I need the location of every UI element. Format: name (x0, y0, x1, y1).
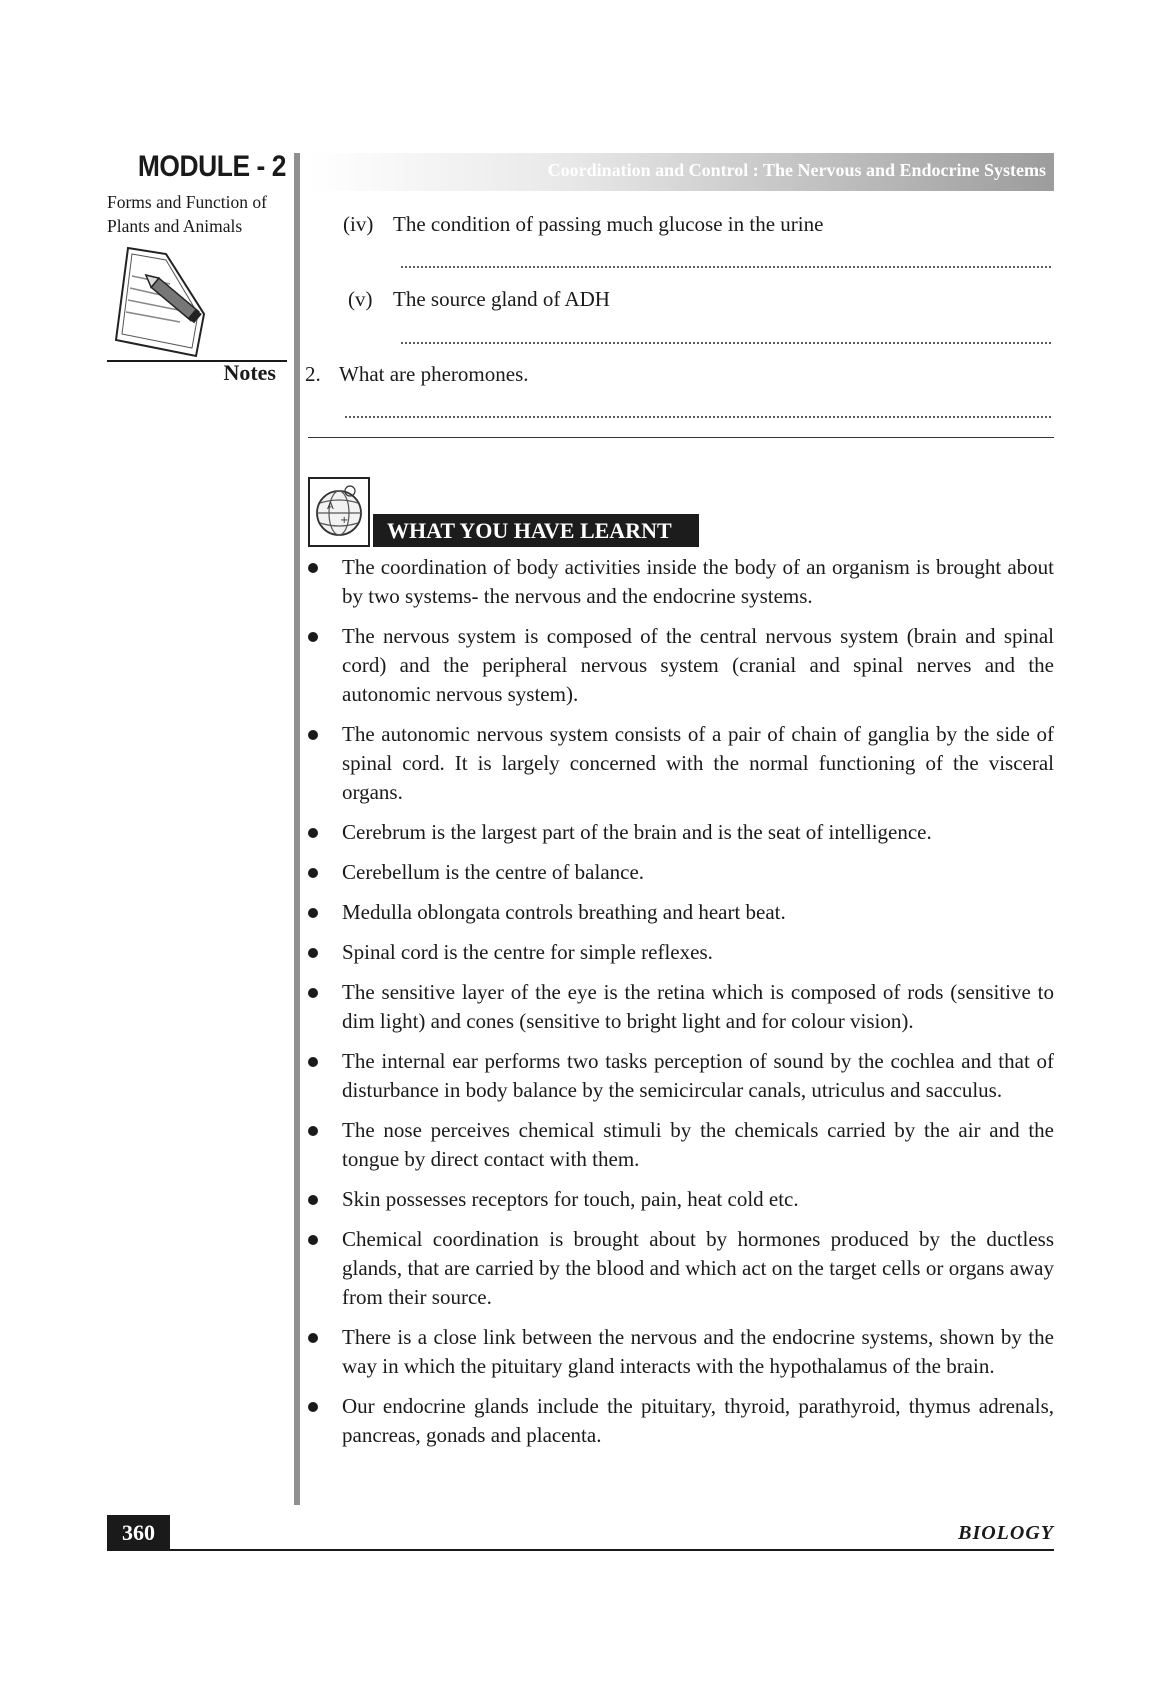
footer-rule (107, 1549, 1054, 1551)
bullet-icon (308, 1057, 318, 1067)
svg-text:+: + (340, 515, 349, 526)
question-2-text: What are pheromones. (339, 362, 529, 386)
list-item-text: The nose perceives chemical stimuli by the chemicals carried by the air and the tongue by direct contact with them. (342, 1118, 1054, 1171)
module-title: MODULE - 2 (137, 150, 286, 183)
module-subtitle-line1: Forms and Function of (107, 192, 267, 212)
list-item-text: Chemical coordination is brought about by hormones produced by the ductless glands, that are carried by the blood and which act on the target cells or organs away from their source. (342, 1227, 1054, 1309)
bullet-icon (308, 1235, 318, 1245)
list-item (308, 938, 1054, 967)
list-item-text: Cerebrum is the largest part of the brain and is the seat of intelligence. (342, 820, 932, 844)
bullet-icon (308, 988, 318, 998)
list-item (308, 1323, 1054, 1381)
bullet-icon (308, 868, 318, 878)
answer-line-iv (400, 266, 1052, 268)
svg-text:A: A (327, 501, 334, 512)
chapter-header (308, 153, 1054, 191)
list-item (308, 1392, 1054, 1450)
bullet-icon (308, 1333, 318, 1343)
bullet-icon (308, 1195, 318, 1205)
question-v-number: (v) (348, 287, 373, 311)
footer-subject: BIOLOGY (958, 1522, 1054, 1544)
list-item-text: Spinal cord is the centre for simple reflexes. (342, 940, 713, 964)
list-item (308, 1116, 1054, 1174)
bullet-icon (308, 828, 318, 838)
list-item-text: There is a close link between the nervous and the endocrine systems, shown by the way in which the pituitary gland interacts with the hypothalamus of the brain. (342, 1325, 1054, 1378)
bullet-icon (308, 908, 318, 918)
list-item-text: The nervous system is composed of the central nervous system (brain and spinal cord) and the peripheral nervous system (cranial and spinal nerves and the autonomic nervous system). (342, 624, 1054, 706)
chapter-title: Coordination and Control : The Nervous and Endocrine Systems (547, 160, 1046, 180)
bullet-icon (308, 1402, 318, 1412)
list-item (308, 1047, 1054, 1105)
list-item-text: Cerebellum is the centre of balance. (342, 860, 645, 884)
section-divider (308, 437, 1054, 438)
list-item (308, 818, 1054, 847)
module-subtitle-line2: Plants and Animals (107, 216, 243, 236)
list-item-text: The autonomic nervous system consists of a pair of chain of ganglia by the side of spinal cord. It is largely concerned with the normal functioning of the visceral organs. (342, 722, 1054, 804)
bullet-icon (308, 730, 318, 740)
bullet-icon (308, 563, 318, 573)
list-item-text: Our endocrine glands include the pituitary, thyroid, parathyroid, thymus adrenals, pancreas, gonads and placenta. (342, 1394, 1054, 1447)
question-iv-number: (iv) (343, 212, 374, 236)
bullet-icon (308, 1126, 318, 1136)
answer-line-v (400, 342, 1052, 344)
list-item-text: Medulla oblongata controls breathing and heart beat. (342, 900, 786, 924)
list-item-text: Skin possesses receptors for touch, pain, heat cold etc. (342, 1187, 799, 1211)
list-item (308, 898, 1054, 927)
margin-bar (294, 153, 300, 1505)
list-item (308, 1185, 1054, 1214)
list-item (308, 1225, 1054, 1312)
question-iv-text: The condition of passing much glucose in the urine (393, 212, 824, 236)
list-item (308, 553, 1054, 611)
section-title: WHAT YOU HAVE LEARNT (373, 514, 699, 547)
question-v-text: The source gland of ADH (393, 287, 610, 311)
page-number: 360 (107, 1515, 170, 1551)
question-2-number: 2. (305, 362, 321, 386)
list-item-text: The sensitive layer of the eye is the retina which is composed of rods (sensitive to dim light) and cones (sensitive to bright light and for colour vision). (342, 980, 1054, 1033)
list-item-text: The internal ear performs two tasks perception of sound by the cochlea and that of disturbance in body balance by the semicircular canals, utriculus and sacculus. (342, 1049, 1054, 1102)
list-item (308, 622, 1054, 709)
list-item (308, 858, 1054, 887)
learnt-points-list (308, 553, 1054, 1461)
notes-label: Notes (223, 360, 276, 385)
brain-globe-icon (308, 477, 370, 547)
notepad-pencil-icon (108, 244, 218, 369)
list-item (308, 720, 1054, 807)
bullet-icon (308, 948, 318, 958)
list-item-text: The coordination of body activities inside the body of an organism is brought about by two systems- the nervous and the endocrine systems. (342, 555, 1054, 608)
module-subtitle (107, 190, 287, 238)
bullet-icon (308, 632, 318, 642)
answer-line-2 (344, 416, 1052, 418)
list-item (308, 978, 1054, 1036)
